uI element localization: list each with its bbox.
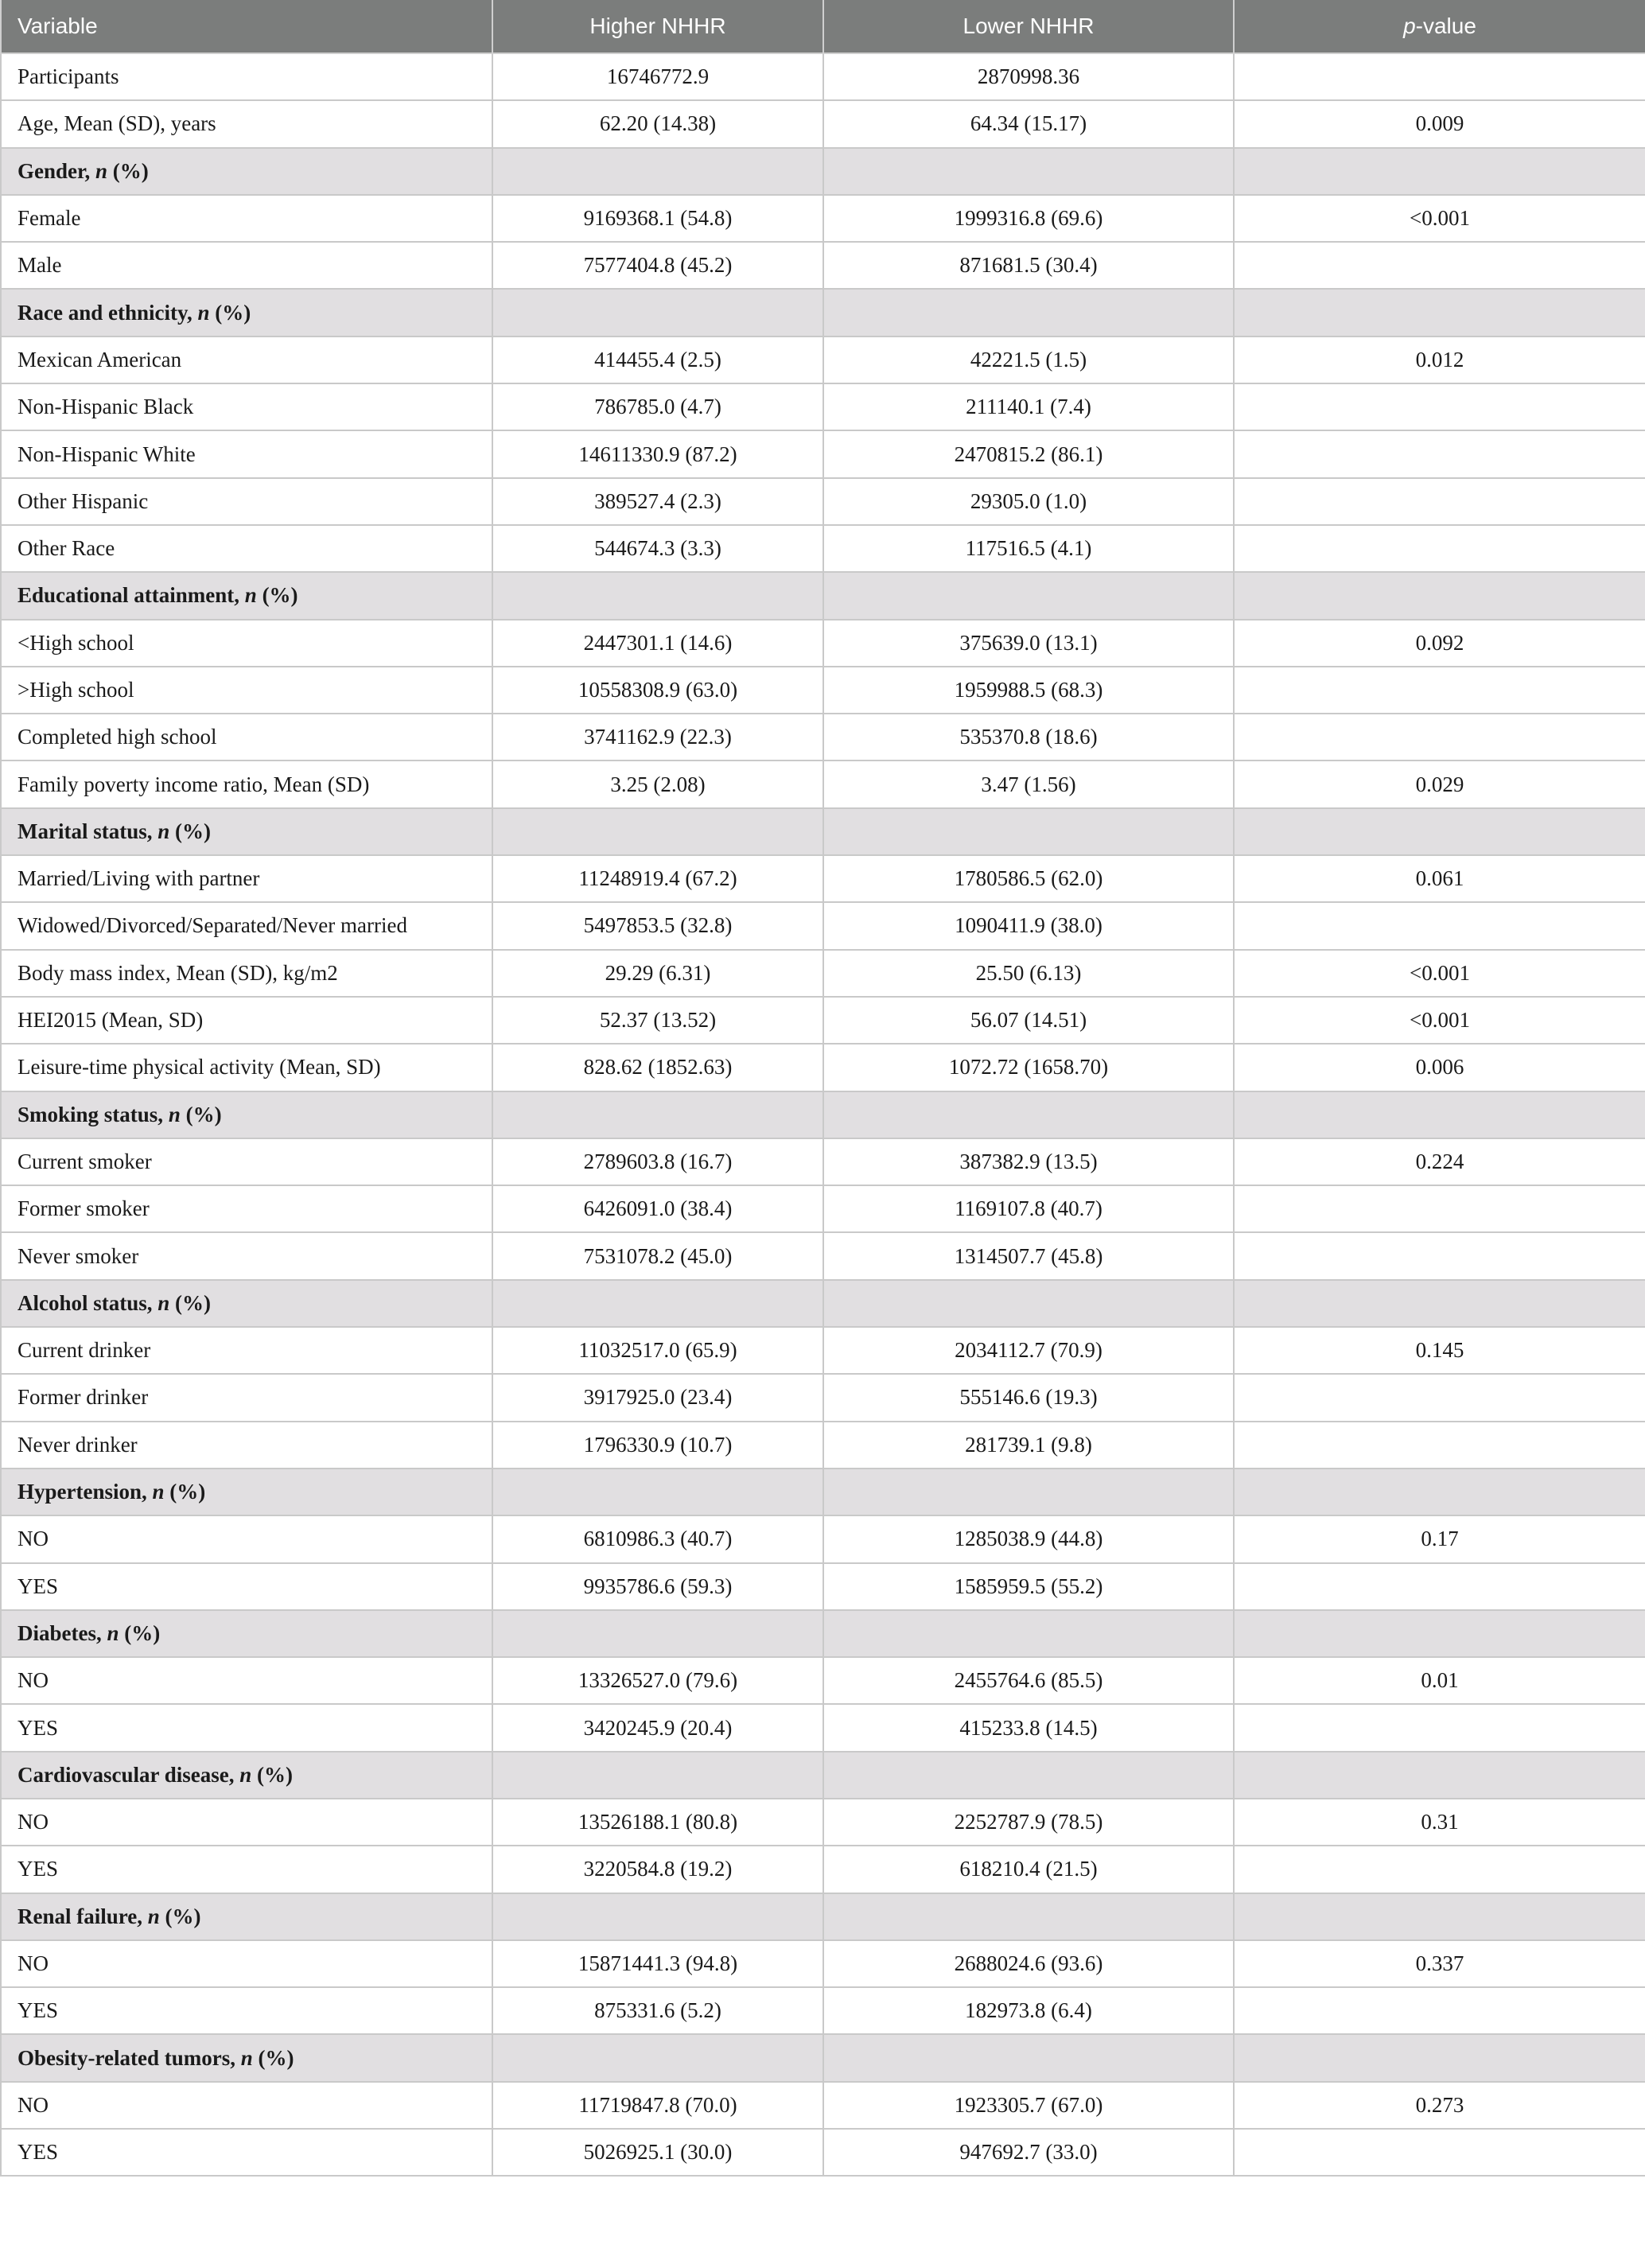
section-label xyxy=(1,148,492,195)
cell-p-value: 0.006 xyxy=(1234,1044,1645,1091)
cell-higher-nhhr: 1796330.9 (10.7) xyxy=(492,1422,823,1469)
cell-higher-nhhr: 13326527.0 (79.6) xyxy=(492,1657,823,1704)
table-header xyxy=(1,0,1645,53)
cell-p-value xyxy=(1234,53,1645,100)
section-label xyxy=(1,1893,492,1940)
row-label: YES xyxy=(1,1987,492,2034)
section-label-text: Race and ethnicity, xyxy=(18,300,198,325)
cell-higher-nhhr: 5497853.5 (32.8) xyxy=(492,902,823,949)
cell-higher-nhhr: 786785.0 (4.7) xyxy=(492,383,823,430)
header-lower-nhhr: Lower NHHR xyxy=(823,0,1234,53)
cell-lower-nhhr: 555146.6 (19.3) xyxy=(823,1374,1234,1421)
section-header-row xyxy=(1,289,1645,336)
section-label-suffix: (%) xyxy=(169,1290,212,1315)
table-body xyxy=(1,53,1645,2176)
section-label-suffix: (%) xyxy=(209,300,251,325)
table-row xyxy=(1,430,1645,477)
cell-higher-nhhr: 875331.6 (5.2) xyxy=(492,1987,823,2034)
row-label: Former smoker xyxy=(1,1185,492,1232)
row-label: Completed high school xyxy=(1,714,492,761)
section-empty-cell xyxy=(1234,1091,1645,1138)
section-header-row xyxy=(1,1610,1645,1657)
cell-p-value xyxy=(1234,667,1645,714)
cell-lower-nhhr: 871681.5 (30.4) xyxy=(823,242,1234,289)
cell-higher-nhhr: 828.62 (1852.63) xyxy=(492,1044,823,1091)
table-row xyxy=(1,525,1645,572)
section-empty-cell xyxy=(1234,1280,1645,1327)
row-label: YES xyxy=(1,1704,492,1751)
section-empty-cell xyxy=(823,1469,1234,1515)
section-empty-cell xyxy=(823,289,1234,336)
cell-lower-nhhr: 1959988.5 (68.3) xyxy=(823,667,1234,714)
table-row xyxy=(1,383,1645,430)
cell-higher-nhhr: 9935786.6 (59.3) xyxy=(492,1563,823,1610)
table-row xyxy=(1,1940,1645,1987)
section-label-text: Marital status, xyxy=(18,819,158,843)
header-row xyxy=(1,0,1645,53)
table-row xyxy=(1,1515,1645,1562)
cell-lower-nhhr: 947692.7 (33.0) xyxy=(823,2129,1234,2176)
section-label-text: Smoking status, xyxy=(18,1102,169,1126)
header-p-value-suffix: -value xyxy=(1415,14,1476,38)
section-label xyxy=(1,1752,492,1799)
section-header-row xyxy=(1,1893,1645,1940)
cell-p-value xyxy=(1234,525,1645,572)
section-empty-cell xyxy=(1234,1469,1645,1515)
table-row xyxy=(1,337,1645,383)
table-row xyxy=(1,2082,1645,2129)
cell-p-value xyxy=(1234,1374,1645,1421)
cell-lower-nhhr: 2688024.6 (93.6) xyxy=(823,1940,1234,1987)
table-row xyxy=(1,761,1645,807)
header-p-value-p: p xyxy=(1403,14,1416,38)
cell-lower-nhhr: 1923305.7 (67.0) xyxy=(823,2082,1234,2129)
section-empty-cell xyxy=(1234,2034,1645,2081)
cell-higher-nhhr: 3220584.8 (19.2) xyxy=(492,1846,823,1893)
section-label-suffix: (%) xyxy=(251,1762,294,1787)
cell-p-value: 0.029 xyxy=(1234,761,1645,807)
section-label-n: n xyxy=(152,1480,165,1504)
cell-lower-nhhr: 281739.1 (9.8) xyxy=(823,1422,1234,1469)
cell-lower-nhhr: 1090411.9 (38.0) xyxy=(823,902,1234,949)
cell-p-value xyxy=(1234,1422,1645,1469)
cell-higher-nhhr: 2789603.8 (16.7) xyxy=(492,1138,823,1185)
section-label-n: n xyxy=(244,583,257,608)
row-label: Male xyxy=(1,242,492,289)
cell-higher-nhhr: 6426091.0 (38.4) xyxy=(492,1185,823,1232)
cell-higher-nhhr: 62.20 (14.38) xyxy=(492,100,823,147)
cell-lower-nhhr: 2870998.36 xyxy=(823,53,1234,100)
row-label: YES xyxy=(1,2129,492,2176)
table-row xyxy=(1,1846,1645,1893)
row-label: NO xyxy=(1,2082,492,2129)
section-label-n: n xyxy=(107,1620,119,1645)
cell-higher-nhhr: 5026925.1 (30.0) xyxy=(492,2129,823,2176)
row-label: Leisure-time physical activity (Mean, SD) xyxy=(1,1044,492,1091)
section-empty-cell xyxy=(492,1610,823,1657)
section-empty-cell xyxy=(492,1469,823,1515)
cell-higher-nhhr: 389527.4 (2.3) xyxy=(492,478,823,525)
table-row xyxy=(1,1232,1645,1279)
section-label-text: Obesity-related tumors, xyxy=(18,2045,241,2070)
cell-lower-nhhr: 1999316.8 (69.6) xyxy=(823,195,1234,242)
section-empty-cell xyxy=(823,1752,1234,1799)
section-empty-cell xyxy=(823,572,1234,619)
row-label: Non-Hispanic Black xyxy=(1,383,492,430)
cell-higher-nhhr: 29.29 (6.31) xyxy=(492,950,823,997)
row-label: Never drinker xyxy=(1,1422,492,1469)
section-header-row xyxy=(1,572,1645,619)
cell-p-value xyxy=(1234,902,1645,949)
section-empty-cell xyxy=(823,1893,1234,1940)
table-row xyxy=(1,478,1645,525)
section-label xyxy=(1,572,492,619)
table-row xyxy=(1,1327,1645,1374)
table-row xyxy=(1,902,1645,949)
table-row xyxy=(1,53,1645,100)
section-label xyxy=(1,289,492,336)
section-label xyxy=(1,1610,492,1657)
cell-higher-nhhr: 3917925.0 (23.4) xyxy=(492,1374,823,1421)
cell-higher-nhhr: 6810986.3 (40.7) xyxy=(492,1515,823,1562)
cell-p-value xyxy=(1234,383,1645,430)
cell-lower-nhhr: 1585959.5 (55.2) xyxy=(823,1563,1234,1610)
cell-higher-nhhr: 7531078.2 (45.0) xyxy=(492,1232,823,1279)
header-variable: Variable xyxy=(1,0,492,53)
section-label-n: n xyxy=(240,2045,253,2070)
cell-higher-nhhr: 16746772.9 xyxy=(492,53,823,100)
cell-lower-nhhr: 2252787.9 (78.5) xyxy=(823,1799,1234,1846)
cell-p-value xyxy=(1234,1185,1645,1232)
section-empty-cell xyxy=(492,1893,823,1940)
cell-higher-nhhr: 3420245.9 (20.4) xyxy=(492,1704,823,1751)
cell-p-value xyxy=(1234,1704,1645,1751)
section-header-row xyxy=(1,808,1645,855)
cell-p-value: 0.224 xyxy=(1234,1138,1645,1185)
cell-higher-nhhr: 544674.3 (3.3) xyxy=(492,525,823,572)
cell-lower-nhhr: 1072.72 (1658.70) xyxy=(823,1044,1234,1091)
cell-higher-nhhr: 11032517.0 (65.9) xyxy=(492,1327,823,1374)
cell-p-value: <0.001 xyxy=(1234,195,1645,242)
section-header-row xyxy=(1,1752,1645,1799)
section-empty-cell xyxy=(492,2034,823,2081)
section-header-row xyxy=(1,148,1645,195)
cell-lower-nhhr: 618210.4 (21.5) xyxy=(823,1846,1234,1893)
table-row xyxy=(1,950,1645,997)
cell-lower-nhhr: 117516.5 (4.1) xyxy=(823,525,1234,572)
table-row xyxy=(1,1657,1645,1704)
table-row xyxy=(1,1185,1645,1232)
row-label: Non-Hispanic White xyxy=(1,430,492,477)
cell-p-value: 0.31 xyxy=(1234,1799,1645,1846)
section-empty-cell xyxy=(823,808,1234,855)
section-label-suffix: (%) xyxy=(169,819,211,843)
section-label xyxy=(1,1280,492,1327)
section-empty-cell xyxy=(823,1091,1234,1138)
cell-lower-nhhr: 56.07 (14.51) xyxy=(823,997,1234,1044)
section-label-suffix: (%) xyxy=(119,1620,161,1645)
table-row xyxy=(1,620,1645,667)
section-empty-cell xyxy=(1234,1610,1645,1657)
row-label: Widowed/Divorced/Separated/Never married xyxy=(1,902,492,949)
row-label: NO xyxy=(1,1657,492,1704)
cell-p-value: 0.061 xyxy=(1234,855,1645,902)
cell-higher-nhhr: 414455.4 (2.5) xyxy=(492,337,823,383)
row-label: Married/Living with partner xyxy=(1,855,492,902)
cell-lower-nhhr: 1169107.8 (40.7) xyxy=(823,1185,1234,1232)
section-empty-cell xyxy=(1234,572,1645,619)
section-label-suffix: (%) xyxy=(252,2045,294,2070)
section-empty-cell xyxy=(823,2034,1234,2081)
cell-p-value xyxy=(1234,478,1645,525)
section-empty-cell xyxy=(492,572,823,619)
cell-lower-nhhr: 375639.0 (13.1) xyxy=(823,620,1234,667)
cell-higher-nhhr: 14611330.9 (87.2) xyxy=(492,430,823,477)
section-label-n: n xyxy=(147,1904,160,1928)
section-empty-cell xyxy=(1234,808,1645,855)
cell-lower-nhhr: 3.47 (1.56) xyxy=(823,761,1234,807)
cell-lower-nhhr: 42221.5 (1.5) xyxy=(823,337,1234,383)
section-empty-cell xyxy=(1234,1893,1645,1940)
cell-p-value: 0.01 xyxy=(1234,1657,1645,1704)
section-empty-cell xyxy=(492,1091,823,1138)
cell-p-value: 0.273 xyxy=(1234,2082,1645,2129)
section-label-suffix: (%) xyxy=(164,1480,206,1504)
cell-p-value xyxy=(1234,1563,1645,1610)
row-label: Former drinker xyxy=(1,1374,492,1421)
cell-lower-nhhr: 182973.8 (6.4) xyxy=(823,1987,1234,2034)
section-empty-cell xyxy=(492,1752,823,1799)
cell-p-value xyxy=(1234,1987,1645,2034)
cell-higher-nhhr: 9169368.1 (54.8) xyxy=(492,195,823,242)
row-label: NO xyxy=(1,1940,492,1987)
row-label: NO xyxy=(1,1799,492,1846)
cell-p-value: 0.17 xyxy=(1234,1515,1645,1562)
row-label: YES xyxy=(1,1846,492,1893)
section-label-n: n xyxy=(158,819,170,843)
cell-lower-nhhr: 29305.0 (1.0) xyxy=(823,478,1234,525)
cell-lower-nhhr: 25.50 (6.13) xyxy=(823,950,1234,997)
row-label: Body mass index, Mean (SD), kg/m2 xyxy=(1,950,492,997)
cell-lower-nhhr: 64.34 (15.17) xyxy=(823,100,1234,147)
cell-p-value xyxy=(1234,2129,1645,2176)
cell-higher-nhhr: 10558308.9 (63.0) xyxy=(492,667,823,714)
row-label: Family poverty income ratio, Mean (SD) xyxy=(1,761,492,807)
row-label: <High school xyxy=(1,620,492,667)
cell-lower-nhhr: 211140.1 (7.4) xyxy=(823,383,1234,430)
table-row xyxy=(1,242,1645,289)
section-empty-cell xyxy=(492,148,823,195)
section-label-suffix: (%) xyxy=(159,1904,201,1928)
section-label xyxy=(1,1469,492,1515)
cell-p-value: 0.092 xyxy=(1234,620,1645,667)
cell-p-value: <0.001 xyxy=(1234,997,1645,1044)
cell-p-value xyxy=(1234,1846,1645,1893)
cell-lower-nhhr: 1780586.5 (62.0) xyxy=(823,855,1234,902)
cell-lower-nhhr: 387382.9 (13.5) xyxy=(823,1138,1234,1185)
section-empty-cell xyxy=(1234,289,1645,336)
table-row xyxy=(1,855,1645,902)
cell-higher-nhhr: 3741162.9 (22.3) xyxy=(492,714,823,761)
section-label-n: n xyxy=(95,158,108,183)
cell-lower-nhhr: 535370.8 (18.6) xyxy=(823,714,1234,761)
table-row xyxy=(1,1704,1645,1751)
cell-lower-nhhr: 1285038.9 (44.8) xyxy=(823,1515,1234,1562)
cell-p-value xyxy=(1234,714,1645,761)
table-row xyxy=(1,667,1645,714)
cell-lower-nhhr: 2455764.6 (85.5) xyxy=(823,1657,1234,1704)
header-higher-nhhr: Higher NHHR xyxy=(492,0,823,53)
section-empty-cell xyxy=(492,1280,823,1327)
section-header-row xyxy=(1,1091,1645,1138)
cell-higher-nhhr: 2447301.1 (14.6) xyxy=(492,620,823,667)
cell-higher-nhhr: 52.37 (13.52) xyxy=(492,997,823,1044)
table-row xyxy=(1,1374,1645,1421)
section-empty-cell xyxy=(823,1610,1234,1657)
section-label-text: Diabetes, xyxy=(18,1620,107,1645)
cell-lower-nhhr: 1314507.7 (45.8) xyxy=(823,1232,1234,1279)
table-row xyxy=(1,997,1645,1044)
row-label: Current drinker xyxy=(1,1327,492,1374)
table-row xyxy=(1,1422,1645,1469)
section-label xyxy=(1,1091,492,1138)
table-row xyxy=(1,100,1645,147)
cell-p-value: 0.012 xyxy=(1234,337,1645,383)
row-label: Age, Mean (SD), years xyxy=(1,100,492,147)
header-p-value xyxy=(1234,0,1645,53)
section-label-n: n xyxy=(239,1762,252,1787)
cell-p-value xyxy=(1234,242,1645,289)
row-label: HEI2015 (Mean, SD) xyxy=(1,997,492,1044)
row-label: Other Hispanic xyxy=(1,478,492,525)
cell-higher-nhhr: 7577404.8 (45.2) xyxy=(492,242,823,289)
table-row xyxy=(1,1563,1645,1610)
cell-lower-nhhr: 2034112.7 (70.9) xyxy=(823,1327,1234,1374)
section-empty-cell xyxy=(1234,148,1645,195)
cell-p-value xyxy=(1234,1232,1645,1279)
cell-higher-nhhr: 13526188.1 (80.8) xyxy=(492,1799,823,1846)
row-label: Female xyxy=(1,195,492,242)
table-row xyxy=(1,1138,1645,1185)
cell-higher-nhhr: 15871441.3 (94.8) xyxy=(492,1940,823,1987)
section-empty-cell xyxy=(492,289,823,336)
cell-lower-nhhr: 415233.8 (14.5) xyxy=(823,1704,1234,1751)
section-empty-cell xyxy=(492,808,823,855)
section-label-text: Cardiovascular disease, xyxy=(18,1762,240,1787)
cell-higher-nhhr: 11248919.4 (67.2) xyxy=(492,855,823,902)
section-label-text: Gender, xyxy=(18,158,96,183)
section-label-n: n xyxy=(158,1290,170,1315)
cell-p-value: 0.009 xyxy=(1234,100,1645,147)
row-label: YES xyxy=(1,1563,492,1610)
table-row xyxy=(1,1044,1645,1091)
cell-higher-nhhr: 3.25 (2.08) xyxy=(492,761,823,807)
section-label-text: Hypertension, xyxy=(18,1480,153,1504)
section-label-n: n xyxy=(168,1102,181,1126)
section-empty-cell xyxy=(823,148,1234,195)
row-label: Participants xyxy=(1,53,492,100)
section-label-text: Educational attainment, xyxy=(18,583,245,608)
section-label xyxy=(1,808,492,855)
row-label: Mexican American xyxy=(1,337,492,383)
section-label-suffix: (%) xyxy=(107,158,149,183)
table-row xyxy=(1,714,1645,761)
cell-higher-nhhr: 11719847.8 (70.0) xyxy=(492,2082,823,2129)
section-label-n: n xyxy=(197,300,210,325)
row-label: Never smoker xyxy=(1,1232,492,1279)
table-row xyxy=(1,1799,1645,1846)
row-label: NO xyxy=(1,1515,492,1562)
table-row xyxy=(1,2129,1645,2176)
row-label: >High school xyxy=(1,667,492,714)
table-row xyxy=(1,195,1645,242)
section-label-text: Renal failure, xyxy=(18,1904,148,1928)
section-header-row xyxy=(1,1280,1645,1327)
cell-p-value: <0.001 xyxy=(1234,950,1645,997)
section-empty-cell xyxy=(823,1280,1234,1327)
section-empty-cell xyxy=(1234,1752,1645,1799)
row-label: Other Race xyxy=(1,525,492,572)
section-label-suffix: (%) xyxy=(180,1102,222,1126)
section-label-suffix: (%) xyxy=(256,583,298,608)
cell-lower-nhhr: 2470815.2 (86.1) xyxy=(823,430,1234,477)
table-row xyxy=(1,1987,1645,2034)
cell-p-value: 0.145 xyxy=(1234,1327,1645,1374)
section-label xyxy=(1,2034,492,2081)
cell-p-value: 0.337 xyxy=(1234,1940,1645,1987)
section-header-row xyxy=(1,1469,1645,1515)
section-header-row xyxy=(1,2034,1645,2081)
cell-p-value xyxy=(1234,430,1645,477)
section-label-text: Alcohol status, xyxy=(18,1290,158,1315)
row-label: Current smoker xyxy=(1,1138,492,1185)
